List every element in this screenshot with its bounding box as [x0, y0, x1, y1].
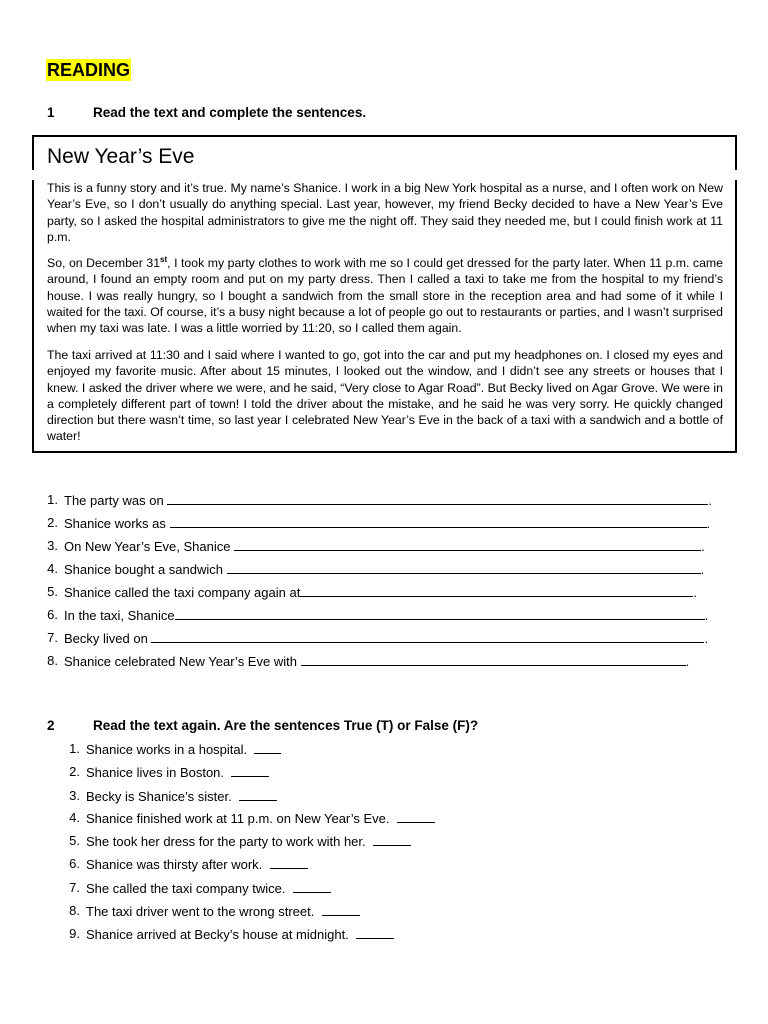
tf-answer-blank[interactable] [270, 856, 308, 869]
story-title-box [32, 135, 737, 170]
item-number: 7. [69, 880, 80, 895]
answer-blank[interactable] [301, 653, 686, 666]
tf-answer-blank[interactable] [293, 880, 331, 893]
item-number: 2. [69, 764, 80, 779]
tf-answer-blank[interactable] [254, 741, 281, 754]
answer-blank[interactable] [170, 515, 707, 528]
period: . [704, 631, 709, 646]
story-title: New Year’s Eve [47, 145, 195, 168]
item-text: Shanice was thirsty after work. [86, 857, 263, 872]
exercise-1-heading [47, 104, 547, 121]
item-number: 8. [47, 653, 58, 668]
tf-answer-blank[interactable] [356, 926, 394, 939]
item-number: 1. [47, 492, 58, 507]
item-text: Shanice works in a hospital. [86, 742, 248, 757]
answer-blank[interactable] [167, 492, 708, 505]
tf-answer-blank[interactable] [231, 764, 269, 777]
period: . [701, 539, 705, 554]
exercise-1-number: 1 [47, 105, 55, 120]
item-number: 4. [69, 810, 80, 825]
item-number: 9. [69, 926, 80, 941]
item-text: She took her dress for the party to work with her. [86, 834, 366, 849]
section-label-reading: READING [47, 60, 131, 80]
item-text: Shanice celebrated New Year’s Eve with [64, 654, 301, 669]
item-text: Shanice bought a sandwich [64, 562, 227, 577]
tf-answer-blank[interactable] [322, 903, 360, 916]
story-paragraph-1: This is a funny story and it’s true. My name’s Shanice. I work in a big New York hospital as a nurse, and I often work on New Year’s Eve, so I don’t usually do anything special. Last year, however, my friend Becky decided to have a New Year’s Eve party, so I asked the hospital administrators to give me the night off. They said they needed me, but I could finish work at 11 p.m. [47, 181, 723, 244]
item-number: 7. [47, 630, 58, 645]
tf-answer-blank[interactable] [397, 810, 435, 823]
item-text: In the taxi, Shanice [64, 608, 175, 623]
period: . [704, 608, 709, 623]
exercise-2-instruction: Read the text again. Are the sentences True (T) or False (F)? [93, 718, 479, 733]
period: . [693, 585, 697, 600]
item-number: 3. [69, 788, 80, 803]
item-text: On New Year’s Eve, Shanice [64, 539, 235, 554]
item-text: Shanice called the taxi company again at [64, 585, 301, 600]
item-number: 5. [47, 584, 58, 599]
item-number: 5. [69, 833, 80, 848]
item-text: Shanice finished work at 11 p.m. on New Year’s Eve. [86, 811, 390, 826]
tf-answer-blank[interactable] [239, 788, 277, 801]
item-number: 1. [69, 741, 80, 756]
item-text: The party was on [64, 493, 168, 508]
tf-answer-blank[interactable] [373, 833, 411, 846]
exercise-2-number: 2 [47, 718, 55, 733]
item-text: Shanice arrived at Becky’s house at midnight. [86, 927, 349, 942]
story-paragraph-2-start: So, on December 31 [47, 256, 161, 270]
period: . [700, 562, 705, 577]
item-text: She called the taxi company twice. [86, 881, 286, 896]
answer-blank[interactable] [175, 607, 705, 620]
period: . [706, 516, 711, 531]
item-text: Shanice works as [64, 516, 170, 531]
item-number: 6. [47, 607, 58, 622]
answer-blank[interactable] [300, 584, 693, 597]
answer-blank[interactable] [151, 630, 704, 643]
story-text-box [32, 180, 737, 453]
item-text: The taxi driver went to the wrong street. [86, 904, 315, 919]
ordinal-suffix: st [160, 254, 168, 264]
item-number: 2. [47, 515, 58, 530]
period: . [708, 493, 712, 508]
story-paragraph-3: The taxi arrived at 11:30 and I said where I wanted to go, got into the car and put my headphones on. I closed my eyes and enjoyed my favorite music. After about 15 minutes, I looked out the window, and I didn’t see any streets or houses that I knew. I asked the driver where we were, and he said, “Very close to Agar Road”. But Becky lived on Agar Grove. We were in a completely different part of town! I told the driver about the mistake, and he said he was very sorry. He quickly changed direction but there wasn’t time, so last year I celebrated New Year’s Eve in the back of a taxi with a sandwich and a bottle of water! [47, 348, 723, 444]
item-text: Becky lived on [64, 631, 152, 646]
item-text: Shanice lives in Boston. [86, 765, 225, 780]
answer-blank[interactable] [227, 561, 701, 574]
item-number: 3. [47, 538, 58, 553]
exercise-1-instruction: Read the text and complete the sentences. [93, 105, 367, 120]
item-number: 4. [47, 561, 58, 576]
story-paragraph-2 [47, 255, 723, 336]
story-paragraph-2-rest: , I took my party clothes to work with me so I could get dressed for the party later. When 11 p.m. came around, I found an empty room and put on my party dress. Then I called a taxi to take me from the hospital to my friend’s house. I was really hungry, so I bought a sandwich from the small store in the reception area and had some of it while I waited for the taxi. Of course, it’s a busy night because a lot of people go out to restaurants or parties, and I wasn’t surprised when my taxi was late. I was a little worried by 11:20, so I called them again. [47, 256, 723, 336]
item-number: 8. [69, 903, 80, 918]
answer-blank[interactable] [234, 538, 701, 551]
item-text: Becky is Shanice’s sister. [86, 789, 232, 804]
period: . [685, 654, 690, 669]
exercise-2-heading [47, 717, 647, 734]
item-number: 6. [69, 856, 80, 871]
